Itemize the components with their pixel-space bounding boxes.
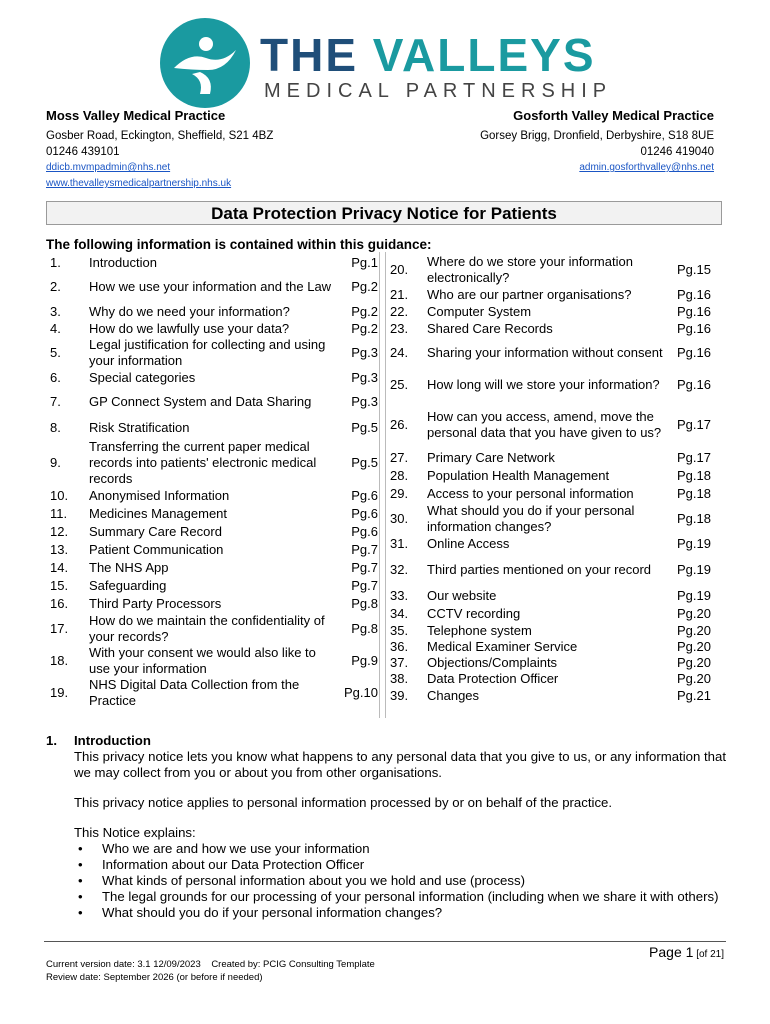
toc-entry-label: Safeguarding: [89, 578, 167, 593]
toc-entry-label: Primary Care Network: [427, 450, 555, 465]
footer-divider: [44, 941, 726, 942]
toc-entry-label: Data Protection Officer: [427, 671, 559, 686]
logo-title: THE VALLEYS: [260, 29, 596, 81]
toc-entry-page: Pg.3: [351, 394, 378, 409]
toc-entry[interactable]: [385, 401, 723, 449]
list-item: • What kinds of personal information about you we hold and use (process): [74, 873, 726, 889]
toc-entry-number: 12.: [50, 524, 69, 539]
practice-address: Gorsey Brigg, Dronfield, Derbyshire, S18 8UE: [480, 130, 714, 142]
toc-entry-number: 35.: [390, 622, 409, 638]
toc-entry[interactable]: [44, 320, 378, 337]
toc-entry-page: Pg.15: [677, 262, 711, 277]
toc-entry-page: Pg.3: [351, 345, 378, 360]
toc-entry-label: Why do we need your information?: [89, 303, 290, 319]
toc-entry[interactable]: [385, 449, 723, 467]
toc-entry-label: Sharing your information without consent: [427, 345, 663, 360]
toc-entry-number: 31.: [390, 536, 409, 551]
toc-entry-number: 36.: [390, 639, 409, 654]
toc-entry[interactable]: [385, 485, 723, 503]
toc-entry-page: Pg.6: [351, 506, 378, 521]
toc-entry-page: Pg.5: [351, 420, 378, 435]
toc-entry-number: 8.: [50, 420, 61, 435]
toc-entry-page: Pg.20: [677, 655, 711, 670]
toc-entry[interactable]: [44, 386, 378, 418]
toc-entry-number: 28.: [390, 468, 409, 483]
toc-entry[interactable]: [44, 677, 378, 709]
section-heading: 1. Introduction: [46, 733, 151, 748]
toc-left-column: [44, 254, 378, 709]
toc-entry-page: Pg.19: [677, 536, 711, 551]
toc-entry[interactable]: [44, 369, 378, 386]
toc-entry-number: 22.: [390, 303, 409, 319]
toc-entry-number: 33.: [390, 588, 409, 603]
toc-entry-label: Anonymised Information: [89, 488, 230, 503]
toc-entry-number: 27.: [390, 450, 409, 465]
toc-entry-number: 19.: [50, 685, 69, 700]
moss-valley-contact: [46, 108, 273, 192]
toc-entry-number: 25.: [390, 377, 409, 392]
toc-entry-page: Pg.20: [677, 622, 711, 638]
toc-entry-number: 2.: [50, 279, 61, 294]
toc-entry-page: Pg.7: [351, 560, 378, 575]
toc-entry-number: 39.: [390, 687, 409, 703]
toc-entry[interactable]: [44, 645, 378, 677]
toc-entry-page: Pg.7: [351, 578, 378, 593]
toc-entry-label: Objections/Complaints: [427, 655, 558, 670]
toc-entry-label: How do we maintain the confidentiality of your records?: [89, 613, 325, 644]
toc-entry[interactable]: [44, 271, 378, 303]
toc-entry[interactable]: [44, 559, 378, 577]
toc-entry-number: 11.: [50, 506, 68, 521]
toc-entry-number: 10.: [50, 488, 69, 503]
toc-entry[interactable]: [385, 320, 723, 337]
toc-entry-number: 16.: [50, 596, 69, 611]
toc-entry-label: Who are our partner organisations?: [427, 286, 632, 302]
toc-entry[interactable]: [44, 438, 378, 487]
toc-entry-number: 38.: [390, 671, 409, 686]
toc-entry-number: 15.: [50, 578, 69, 593]
toc-entry-page: Pg.16: [677, 303, 711, 319]
toc-entry[interactable]: [385, 303, 723, 320]
toc-entry-page: Pg.16: [677, 345, 711, 360]
practice-website-link[interactable]: www.thevalleysmedicalpartnership.nhs.uk: [46, 178, 232, 189]
toc-entry-page: Pg.8: [351, 596, 378, 611]
toc-heading: The following information is contained within this guidance:: [46, 237, 432, 252]
practice-phone: 01246 419040: [640, 146, 714, 158]
toc-entry[interactable]: [385, 503, 723, 535]
toc-entry[interactable]: [44, 254, 378, 271]
list-item: • Information about our Data Protection Officer: [74, 857, 726, 873]
toc-entry-label: Special categories: [89, 369, 196, 385]
toc-entry-label: Online Access: [427, 536, 510, 551]
toc-entry-number: 14.: [50, 560, 69, 575]
toc-entry-label: How long will we store your information?: [427, 377, 660, 392]
toc-entry-number: 21.: [390, 286, 409, 302]
toc-entry-page: Pg.16: [677, 320, 711, 336]
toc-entry[interactable]: [385, 639, 723, 655]
toc-entry[interactable]: [385, 467, 723, 485]
toc-entry-label: Changes: [427, 687, 480, 703]
toc-entry-label: Patient Communication: [89, 542, 224, 557]
toc-entry[interactable]: [385, 254, 723, 286]
review-date: Review date: September 2026 (or before if needed): [46, 972, 263, 983]
toc-entry-page: Pg.20: [677, 605, 711, 621]
toc-entry-label: Summary Care Record: [89, 524, 222, 539]
toc-entry-label: Medicines Management: [89, 506, 228, 521]
intro-paragraph: This privacy notice applies to personal information processed by or on behalf of the practice.: [74, 795, 613, 810]
toc-entry[interactable]: [44, 541, 378, 559]
toc-entry-page: Pg.2: [351, 279, 378, 294]
footer-meta: [46, 958, 375, 984]
toc-entry[interactable]: [44, 303, 378, 320]
gosforth-valley-contact: [480, 108, 714, 176]
toc-entry-number: 7.: [50, 394, 61, 409]
toc-entry-page: Pg.5: [351, 454, 378, 470]
toc-entry-label: How do we lawfully use your data?: [89, 320, 290, 336]
toc-entry-label: CCTV recording: [427, 605, 521, 621]
list-item: • The legal grounds for our processing of your personal information (including when we share it with others): [74, 889, 726, 905]
toc-entry-label: Legal justification for collecting and using your information: [89, 337, 326, 368]
practice-address: Gosber Road, Eckington, Sheffield, S21 4BZ: [46, 130, 274, 142]
toc-entry-page: Pg.21: [677, 687, 711, 703]
toc-entry[interactable]: [385, 535, 723, 553]
toc-entry[interactable]: [385, 286, 723, 303]
toc-entry-label: Computer System: [427, 303, 532, 319]
toc-entry-page: Pg.7: [351, 542, 378, 557]
list-item: • What should you do if your personal information changes?: [74, 905, 726, 921]
toc-entry[interactable]: [385, 605, 723, 622]
toc-entry-number: 17.: [50, 621, 69, 636]
toc-entry-number: 13.: [50, 542, 69, 557]
toc-entry-number: 29.: [390, 486, 409, 501]
toc-entry-number: 24.: [390, 345, 409, 360]
toc-entry-number: 18.: [50, 653, 69, 668]
toc-entry-page: Pg.18: [677, 486, 711, 501]
toc-entry[interactable]: [385, 671, 723, 687]
toc-entry-page: Pg.19: [677, 562, 711, 577]
toc-entry[interactable]: [44, 418, 378, 438]
toc-right-column: [385, 254, 723, 704]
toc-entry[interactable]: [44, 613, 378, 645]
toc-entry-label: Our website: [427, 588, 497, 603]
practice-phone: 01246 439101: [46, 146, 120, 158]
toc-entry-number: 23.: [390, 320, 409, 336]
page-number: Page 1 [of 21]: [649, 944, 724, 960]
toc-entry[interactable]: [385, 553, 723, 587]
toc-entry-number: 6.: [50, 369, 61, 385]
notice-explains-label: This Notice explains:: [74, 825, 196, 840]
explains-list: [74, 841, 726, 921]
practice-email-link[interactable]: ddicb.mvmpadmin@nhs.net: [46, 162, 171, 173]
toc-entry-page: Pg.17: [677, 450, 711, 465]
toc-entry-page: Pg.20: [677, 639, 711, 654]
toc-entry-number: 1.: [50, 254, 61, 270]
toc-entry[interactable]: [44, 487, 378, 505]
toc-entry-page: Pg.10: [344, 685, 378, 700]
toc-entry-label: Access to your personal information: [427, 486, 634, 501]
intro-paragraph: This privacy notice lets you know what happens to any personal data that you give to us, or any information that we may collect from you or about you from other organisations.: [74, 749, 726, 780]
toc-entry[interactable]: [385, 687, 723, 704]
toc-entry[interactable]: [385, 622, 723, 639]
toc-entry-number: 30.: [390, 511, 409, 526]
toc-entry-page: Pg.6: [351, 488, 378, 503]
list-item: • Who we are and how we use your information: [74, 841, 726, 857]
toc-entry-number: 9.: [50, 454, 61, 470]
toc-entry-label: The NHS App: [89, 560, 169, 575]
toc-entry-number: 32.: [390, 562, 409, 577]
toc-entry-number: 4.: [50, 320, 61, 336]
toc-entry-label: What should you do if your personal information changes?: [427, 503, 635, 534]
practice-name: Moss Valley Medical Practice: [46, 108, 226, 123]
document-title: Data Protection Privacy Notice for Patients: [46, 201, 722, 225]
toc-entry-label: GP Connect System and Data Sharing: [89, 394, 312, 409]
toc-entry-label: Medical Examiner Service: [427, 639, 578, 654]
toc-entry-label: Risk Stratification: [89, 420, 190, 435]
toc-entry-page: Pg.19: [677, 588, 711, 603]
toc-entry-page: Pg.3: [351, 369, 378, 385]
toc-entry-page: Pg.18: [677, 511, 711, 526]
toc-entry[interactable]: [44, 595, 378, 613]
version-date: Current version date: 3.1 12/09/2023: [46, 959, 201, 970]
toc-entry-label: How can you access, amend, move the personal data that you have given to us?: [427, 409, 662, 440]
toc-entry-page: Pg.2: [351, 303, 378, 319]
toc-entry-label: Where do we store your information electronically?: [427, 254, 633, 285]
toc-entry-label: Third parties mentioned on your record: [427, 562, 652, 577]
toc-entry-number: 34.: [390, 605, 409, 621]
toc-entry-label: Transferring the current paper medical records into patients' electronic medical records: [89, 438, 317, 486]
toc-entry-page: Pg.18: [677, 468, 711, 483]
practice-logo: [160, 18, 613, 110]
toc-entry-number: 26.: [390, 417, 409, 432]
logo-figure-icon: [160, 18, 250, 108]
toc-entry-page: Pg.9: [351, 653, 378, 668]
toc-entry-page: Pg.17: [677, 417, 711, 432]
toc-entry-page: Pg.20: [677, 671, 711, 686]
toc-entry-label: NHS Digital Data Collection from the Practice: [89, 677, 300, 708]
toc-entry[interactable]: [385, 655, 723, 671]
toc-entry-number: 20.: [390, 262, 409, 277]
toc-entry[interactable]: [44, 577, 378, 595]
toc-entry-number: 5.: [50, 345, 61, 360]
toc-entry-label: With your consent we would also like to use your information: [89, 645, 316, 676]
toc-entry[interactable]: [44, 505, 378, 523]
toc-entry[interactable]: [385, 337, 723, 369]
toc-entry-page: Pg.16: [677, 286, 711, 302]
toc-entry-label: Population Health Management: [427, 468, 610, 483]
toc-entry-label: Third Party Processors: [89, 596, 222, 611]
toc-entry[interactable]: [385, 587, 723, 605]
toc-entry-label: How we use your information and the Law: [89, 279, 332, 294]
toc-entry-number: 3.: [50, 303, 61, 319]
practice-name: Gosforth Valley Medical Practice: [513, 108, 714, 123]
toc-entry[interactable]: [385, 369, 723, 401]
introduction-section: [46, 733, 726, 921]
toc-entry-page: Pg.2: [351, 320, 378, 336]
toc-entry-page: Pg.8: [351, 621, 378, 636]
practice-email-link[interactable]: admin.gosforthvalley@nhs.net: [579, 162, 714, 173]
created-by: Created by: PCIG Consulting Template: [211, 959, 375, 970]
logo-subtitle: MEDICAL PARTNERSHIP: [264, 80, 613, 102]
toc-entry-number: 37.: [390, 655, 409, 670]
toc-entry-label: Shared Care Records: [427, 320, 553, 336]
toc-entry-label: Telephone system: [427, 622, 532, 638]
toc-entry[interactable]: [44, 337, 378, 369]
toc-entry-page: Pg.6: [351, 524, 378, 539]
toc-entry-label: Introduction: [89, 254, 157, 270]
toc-entry-page: Pg.1: [351, 254, 378, 270]
toc-entry[interactable]: [44, 523, 378, 541]
toc-entry-page: Pg.16: [677, 377, 711, 392]
